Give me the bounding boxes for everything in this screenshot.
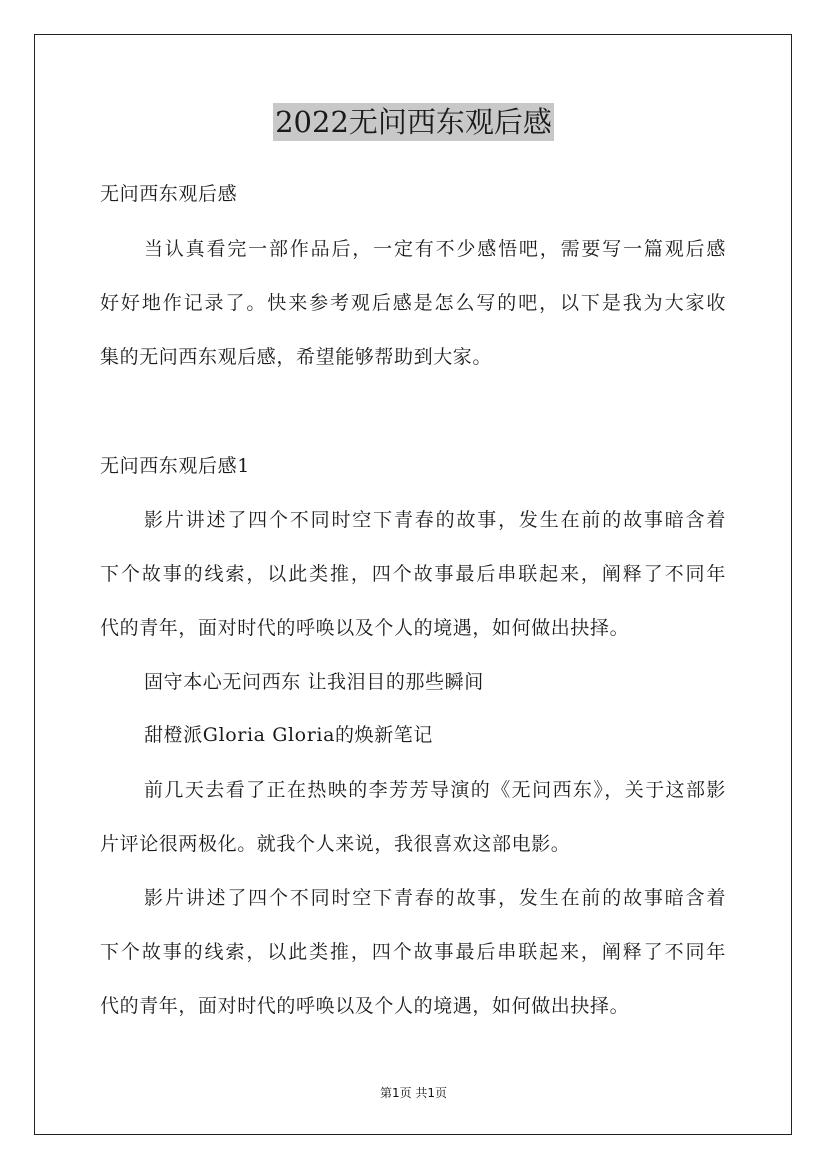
document-title: 2022无问西东观后感 xyxy=(275,105,552,139)
page-footer: 第1页 共1页 xyxy=(379,1086,448,1100)
subtitle-line-2: 甜橙派Gloria Gloria的焕新笔记 xyxy=(144,724,434,746)
section1-para3-line-2: 下个故事的线索，以此类推，四个故事最后串联起来，阐释了不同年 xyxy=(100,941,726,963)
section1-para2-line-2: 片评论很两极化。就我个人来说，我很喜欢这部电影。 xyxy=(100,833,571,855)
section1-para2-line-1: 前几天去看了正在热映的李芳芳导演的《无问西东》，关于这部影 xyxy=(144,779,726,801)
section1-heading: 无问西东观后感1 xyxy=(100,455,250,477)
section1-para1-line-2: 下个故事的线索，以此类推，四个故事最后串联起来，阐释了不同年 xyxy=(100,563,726,585)
intro-line-1: 当认真看完一部作品后，一定有不少感悟吧，需要写一篇观后感 xyxy=(144,238,726,260)
section1-para3-line-1: 影片讲述了四个不同时空下青春的故事，发生在前的故事暗含着 xyxy=(144,887,726,909)
intro-heading: 无问西东观后感 xyxy=(100,183,238,205)
section1-para3-line-3: 代的青年，面对时代的呼唤以及个人的境遇，如何做出抉择。 xyxy=(100,995,630,1017)
section1-para1-line-1: 影片讲述了四个不同时空下青春的故事，发生在前的故事暗含着 xyxy=(144,509,726,531)
subtitle-line-1: 固守本心无问西东 让我泪目的那些瞬间 xyxy=(144,671,484,693)
title-container xyxy=(0,103,827,141)
intro-line-3: 集的无问西东观后感，希望能够帮助到大家。 xyxy=(100,346,493,368)
intro-line-2: 好好地作记录了。快来参考观后感是怎么写的吧，以下是我为大家收 xyxy=(100,292,726,314)
section1-para1-line-3: 代的青年，面对时代的呼唤以及个人的境遇，如何做出抉择。 xyxy=(100,617,630,639)
